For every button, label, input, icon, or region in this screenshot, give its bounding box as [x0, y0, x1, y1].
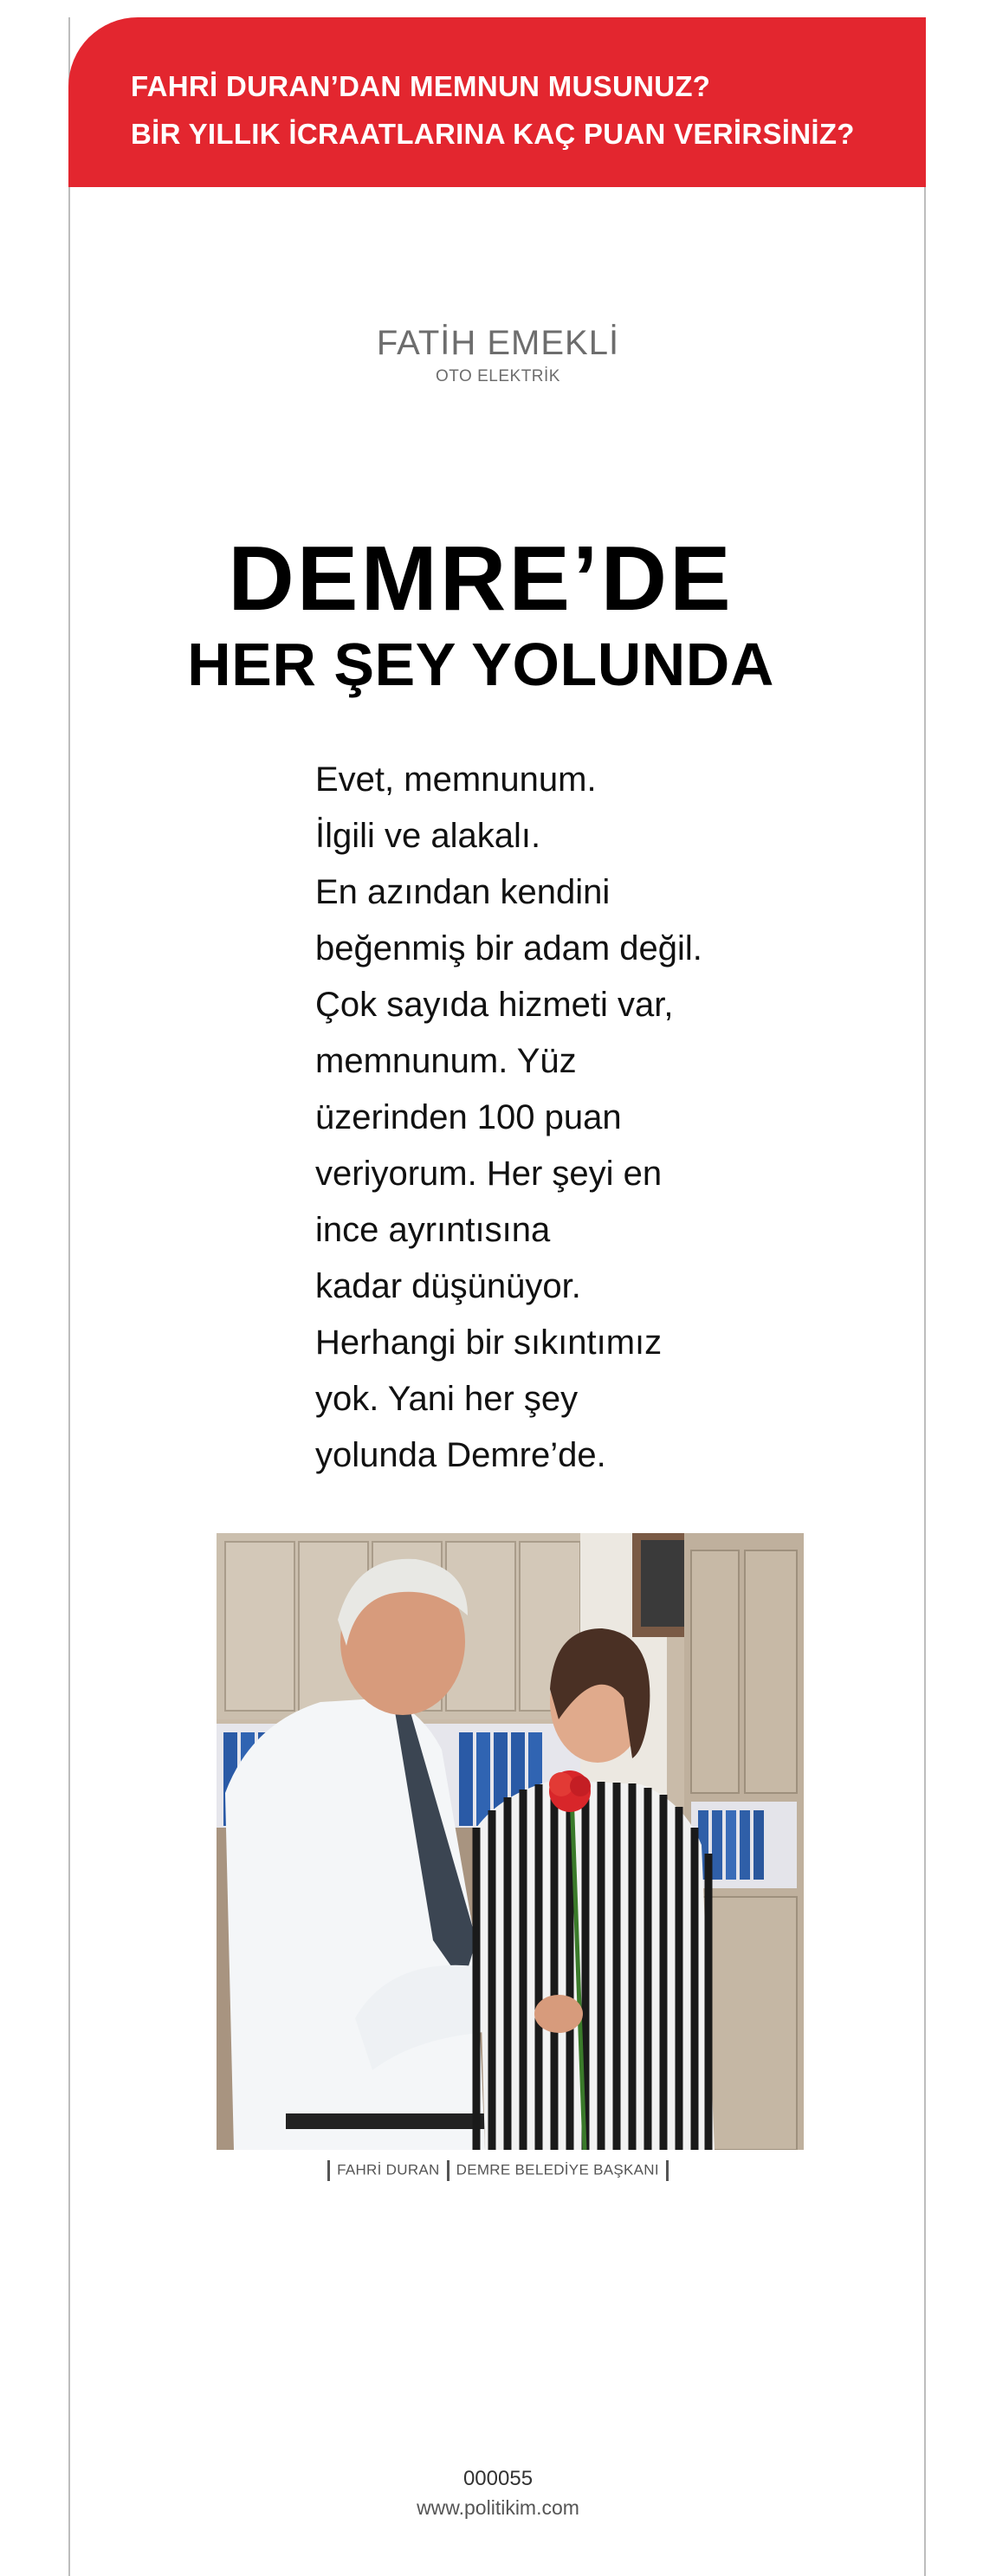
- photo-caption: [0, 2157, 996, 2184]
- quote-line: yok. Yani her şey: [315, 1380, 579, 1418]
- quote-line: İlgili ve alakalı.: [315, 817, 541, 855]
- quote-line: Çok sayıda hizmeti var,: [315, 986, 674, 1024]
- question-banner: [68, 17, 926, 187]
- quote-line: Herhangi bir sıkıntımız: [315, 1324, 663, 1362]
- quote-line: beğenmiş bir adam değil.: [315, 929, 702, 968]
- caption-name: FAHRİ DURAN: [337, 2161, 440, 2178]
- quote-line: veriyorum. Her şeyi en: [315, 1155, 663, 1193]
- author-block: [0, 322, 996, 388]
- quote-line: kadar düşünüyor.: [315, 1267, 581, 1305]
- footer: [0, 2464, 996, 2521]
- banner-line-1: FAHRİ DURAN’DAN MEMNUN MUSUNUZ?: [131, 70, 711, 102]
- caption-divider: [447, 2160, 449, 2181]
- quote-line: En azından kendini: [315, 873, 611, 911]
- quote-line: üzerinden 100 puan: [315, 1098, 622, 1136]
- author-occupation: OTO ELEKTRİK: [436, 367, 560, 385]
- quote-line: memnunum. Yüz: [315, 1042, 577, 1080]
- quote-line: yolunda Demre’de.: [315, 1436, 606, 1474]
- website-link[interactable]: www.politikim.com: [417, 2496, 579, 2519]
- quote-line: ince ayrıntısına: [315, 1211, 551, 1249]
- headline: [0, 528, 961, 700]
- headline-line-1: DEMRE’DE: [228, 527, 734, 630]
- page-code: 000055: [462, 2467, 534, 2490]
- quote-line: Evet, memnunum.: [315, 761, 597, 799]
- banner-line-2: BİR YILLIK İCRAATLARINA KAÇ PUAN VERİRSİNİZ?: [131, 118, 855, 150]
- caption-divider: [327, 2160, 330, 2181]
- quote-text: [315, 752, 766, 1484]
- caption-title: DEMRE BELEDİYE BAŞKANI: [456, 2161, 659, 2178]
- author-name: FATİH EMEKLİ: [376, 324, 620, 362]
- mayor-photo: [217, 1533, 804, 2150]
- caption-divider: [666, 2160, 669, 2181]
- headline-line-2: HER ŞEY YOLUNDA: [187, 631, 774, 698]
